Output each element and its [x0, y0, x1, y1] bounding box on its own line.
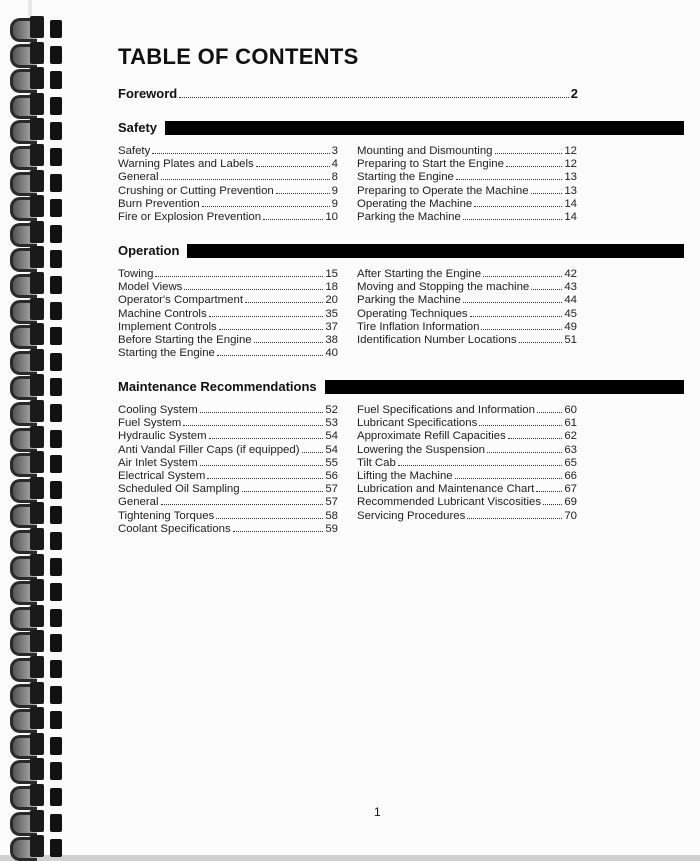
toc-entry-page: 9: [331, 197, 338, 210]
toc-entry-label: Identification Number Locations: [357, 333, 517, 346]
toc-entry-label: Parking the Machine: [357, 294, 461, 307]
binding-ring: [10, 170, 66, 194]
toc-entry-page: 43: [564, 281, 577, 294]
dot-leader: [179, 97, 569, 98]
binding-ring: [10, 93, 66, 117]
dot-leader: [470, 316, 563, 317]
toc-entry-label: Burn Prevention: [118, 197, 200, 210]
toc-entry[interactable]: [357, 417, 577, 430]
maintenance-right-column: [357, 404, 577, 523]
toc-entry-page: 69: [564, 496, 577, 509]
toc-entry-label: Operating the Machine: [357, 197, 473, 210]
toc-entry[interactable]: [118, 404, 338, 417]
dot-leader: [207, 478, 323, 479]
binding-ring: [10, 16, 66, 40]
dot-leader: [456, 179, 562, 180]
dot-leader: [254, 342, 324, 343]
toc-entry[interactable]: [357, 496, 577, 509]
toc-entry-page: 4: [331, 158, 338, 171]
toc-entry-page: 38: [325, 333, 338, 346]
toc-entry-page: 14: [564, 197, 577, 210]
toc-entry[interactable]: [357, 334, 577, 347]
safety-left-column: [118, 145, 338, 224]
toc-entry-page: 51: [564, 333, 577, 346]
toc-entry[interactable]: [357, 145, 577, 158]
toc-entry[interactable]: [118, 430, 338, 443]
section-bar: [165, 121, 684, 135]
toc-entry-page: 35: [325, 307, 338, 320]
binding-ring: [10, 784, 66, 808]
toc-entry[interactable]: [118, 268, 338, 281]
page-title: TABLE OF CONTENTS: [118, 44, 359, 69]
dot-leader: [152, 153, 329, 154]
toc-entry-page: 60: [564, 404, 577, 416]
toc-entry-page: 44: [564, 294, 577, 307]
toc-entry[interactable]: [357, 171, 577, 184]
toc-entry-page: 10: [325, 210, 338, 223]
binding-ring: [10, 707, 66, 731]
dot-leader: [495, 153, 563, 154]
toc-entry[interactable]: [118, 457, 338, 470]
toc-entry-label: Cooling System: [118, 404, 198, 416]
toc-entry-page: 14: [564, 210, 577, 223]
dot-leader: [233, 531, 324, 532]
toc-entry-label: Scheduled Oil Sampling: [118, 483, 240, 496]
binding-ring: [10, 682, 66, 706]
binding-ring: [10, 579, 66, 603]
binding-ring: [10, 144, 66, 168]
binding-ring: [10, 272, 66, 296]
toc-entry-label: Safety: [118, 145, 151, 157]
toc-entry-page: 63: [564, 443, 577, 456]
toc-entry-page: 59: [325, 522, 338, 535]
dot-leader: [519, 342, 563, 343]
toc-entry[interactable]: [118, 523, 338, 536]
dot-leader: [209, 316, 324, 317]
dot-leader: [200, 465, 324, 466]
toc-entry-label: Preparing to Operate the Machine: [357, 184, 529, 197]
toc-entry-label: Lowering the Suspension: [357, 443, 485, 456]
operation-right-column: [357, 268, 577, 347]
toc-entry-page: 54: [325, 430, 338, 443]
binding-ring: [10, 528, 66, 552]
section-bar: [325, 380, 684, 394]
binding-ring: [10, 67, 66, 91]
toc-entry-page: 18: [325, 281, 338, 294]
toc-entry[interactable]: [118, 496, 338, 509]
toc-entry-label: Starting the Engine: [118, 347, 215, 360]
toc-entry-page: 15: [325, 268, 338, 280]
toc-entry-page: 20: [325, 294, 338, 307]
toc-entry-label: Air Inlet System: [118, 456, 198, 469]
toc-entry-page: 12: [564, 158, 577, 171]
toc-entry[interactable]: [357, 308, 577, 321]
binding-ring: [10, 349, 66, 373]
toc-entry[interactable]: [118, 211, 338, 224]
toc-entry-label: Lubricant Specifications: [357, 417, 478, 430]
toc-entry-label: Fuel System: [118, 417, 182, 430]
toc-entry-label: Operator's Compartment: [118, 294, 243, 307]
toc-entry-label: Recommended Lubricant Viscosities: [357, 496, 542, 509]
toc-entry-page: 9: [331, 184, 338, 197]
toc-entry-page: 3: [331, 145, 338, 157]
toc-entry-page: 52: [325, 404, 338, 416]
toc-entry[interactable]: [118, 347, 338, 360]
toc-entry[interactable]: [118, 417, 338, 430]
toc-entry-label: Lifting the Machine: [357, 469, 453, 482]
dot-leader: [463, 302, 562, 303]
section-heading-operation: [118, 243, 684, 258]
binding-ring: [10, 733, 66, 757]
toc-entry[interactable]: [118, 444, 338, 457]
dot-leader: [483, 276, 562, 277]
toc-entry-label: Electrical System: [118, 469, 206, 482]
toc-entry-label: Tilt Cab: [357, 456, 396, 469]
operation-left-column: [118, 268, 338, 360]
binding-ring: [10, 554, 66, 578]
section-title: Operation: [118, 243, 180, 258]
toc-entry-page: 12: [564, 145, 577, 157]
section-heading-safety: [118, 120, 684, 135]
dot-leader: [508, 438, 563, 439]
toc-entry-label: Mounting and Dismounting: [357, 145, 493, 157]
toc-entry[interactable]: [357, 404, 577, 417]
toc-entry[interactable]: [357, 281, 577, 294]
toc-entry[interactable]: [357, 510, 577, 523]
toc-entry-label: General: [118, 496, 159, 509]
toc-entry-foreword[interactable]: [118, 86, 578, 101]
toc-entry-page: 57: [325, 483, 338, 496]
toc-entry[interactable]: [357, 444, 577, 457]
toc-entry[interactable]: [357, 483, 577, 496]
toc-entry-label: Model Views: [118, 281, 183, 294]
dot-leader: [217, 355, 323, 356]
section-title: Safety: [118, 120, 158, 135]
toc-entry[interactable]: [118, 294, 338, 307]
dot-leader: [506, 166, 562, 167]
toc-entry-label: Coolant Specifications: [118, 522, 231, 535]
toc-entry[interactable]: [118, 145, 338, 158]
dot-leader: [245, 302, 323, 303]
binding-ring: [10, 118, 66, 142]
binding-ring: [10, 195, 66, 219]
dot-leader: [481, 329, 562, 330]
toc-entry-label: Parking the Machine: [357, 210, 461, 223]
dot-leader: [183, 425, 323, 426]
toc-entry-label: Preparing to Start the Engine: [357, 158, 504, 171]
toc-entry-label: Implement Controls: [118, 320, 217, 333]
dot-leader: [242, 491, 324, 492]
toc-entry-page: 57: [325, 496, 338, 509]
toc-entry[interactable]: [118, 198, 338, 211]
toc-entry[interactable]: [357, 470, 577, 483]
toc-entry-page: 66: [564, 469, 577, 482]
toc-entry-label: Hydraulic System: [118, 430, 207, 443]
toc-entry-page: 49: [564, 320, 577, 333]
dot-leader: [537, 412, 562, 413]
toc-entry[interactable]: [357, 430, 577, 443]
toc-entry[interactable]: [118, 185, 338, 198]
toc-entry-page: 55: [325, 456, 338, 469]
toc-entry-page: 40: [325, 347, 338, 360]
binding-ring: [10, 656, 66, 680]
toc-entry-label: Operating Techniques: [357, 307, 468, 320]
dot-leader: [161, 504, 324, 505]
dot-leader: [184, 289, 323, 290]
toc-entry-page: 67: [564, 483, 577, 496]
toc-entry-page: 13: [564, 171, 577, 184]
toc-entry[interactable]: [118, 510, 338, 523]
toc-entry[interactable]: [118, 470, 338, 483]
maintenance-left-column: [118, 404, 338, 536]
toc-entry-page: 45: [564, 307, 577, 320]
toc-entry-label: Fire or Explosion Prevention: [118, 210, 262, 223]
foreword-page: 2: [570, 86, 578, 101]
binding-ring: [10, 835, 66, 859]
dot-leader: [479, 425, 562, 426]
binding-ring: [10, 758, 66, 782]
toc-entry[interactable]: [357, 198, 577, 211]
toc-entry-label: Before Starting the Engine: [118, 333, 252, 346]
dot-leader: [209, 438, 324, 439]
dot-leader: [467, 518, 562, 519]
dot-leader: [474, 206, 562, 207]
toc-entry-label: Fuel Specifications and Information: [357, 404, 535, 416]
toc-entry[interactable]: [118, 158, 338, 171]
toc-entry-label: Tire Inflation Information: [357, 320, 480, 333]
toc-entry-page: 53: [325, 417, 338, 430]
binding-ring: [10, 374, 66, 398]
toc-entry-label: Machine Controls: [118, 307, 207, 320]
toc-entry-page: 56: [325, 469, 338, 482]
binding-ring: [10, 630, 66, 654]
toc-entry-page: 58: [325, 509, 338, 522]
toc-entry-label: Crushing or Cutting Prevention: [118, 184, 274, 197]
toc-entry[interactable]: [357, 321, 577, 334]
foreword-label: Foreword: [118, 86, 178, 101]
toc-entry[interactable]: [357, 294, 577, 307]
section-bar: [187, 244, 684, 258]
dot-leader: [216, 518, 323, 519]
toc-entry-label: Servicing Procedures: [357, 509, 466, 522]
dot-leader: [161, 179, 330, 180]
dot-leader: [531, 193, 563, 194]
dot-leader: [536, 491, 562, 492]
toc-entry-page: 8: [331, 171, 338, 184]
toc-entry[interactable]: [357, 268, 577, 281]
toc-entry-label: General: [118, 171, 159, 184]
binding-ring: [10, 221, 66, 245]
dot-leader: [276, 193, 330, 194]
toc-entry[interactable]: [118, 171, 338, 184]
binding-ring: [10, 42, 66, 66]
toc-entry-label: Approximate Refill Capacities: [357, 430, 506, 443]
dot-leader: [487, 452, 562, 453]
dot-leader: [455, 478, 563, 479]
toc-entry[interactable]: [118, 281, 338, 294]
toc-entry[interactable]: [357, 185, 577, 198]
section-heading-maintenance: [118, 379, 684, 394]
binding-ring: [10, 451, 66, 475]
safety-right-column: [357, 145, 577, 224]
toc-entry-label: Lubrication and Maintenance Chart: [357, 483, 535, 496]
toc-entry-page: 62: [564, 430, 577, 443]
toc-entry-page: 61: [564, 417, 577, 430]
binding-ring: [10, 810, 66, 834]
toc-entry-label: Towing: [118, 268, 154, 280]
toc-entry-label: Anti Vandal Filler Caps (if equipped): [118, 443, 300, 456]
toc-entry[interactable]: [118, 483, 338, 496]
dot-leader: [543, 504, 562, 505]
section-title: Maintenance Recommendations: [118, 379, 317, 394]
toc-entry-label: Starting the Engine: [357, 171, 454, 184]
toc-entry-label: After Starting the Engine: [357, 268, 482, 280]
dot-leader: [263, 219, 323, 220]
toc-entry-page: 70: [564, 509, 577, 522]
toc-entry-label: Moving and Stopping the machine: [357, 281, 530, 294]
binding-ring: [10, 298, 66, 322]
dot-leader: [155, 276, 323, 277]
toc-entry-label: Tightening Torques: [118, 509, 215, 522]
binding-ring: [10, 477, 66, 501]
toc-entry[interactable]: [357, 457, 577, 470]
toc-entry-page: 42: [564, 268, 577, 280]
dot-leader: [398, 465, 563, 466]
dot-leader: [302, 452, 324, 453]
toc-entry[interactable]: [357, 211, 577, 224]
spiral-binding: [0, 0, 70, 855]
toc-entry-page: 54: [325, 443, 338, 456]
dot-leader: [256, 166, 330, 167]
toc-entry[interactable]: [118, 308, 338, 321]
page-number: 1: [374, 805, 381, 819]
toc-entry-page: 65: [564, 456, 577, 469]
toc-entry-label: Warning Plates and Labels: [118, 158, 254, 171]
dot-leader: [219, 329, 324, 330]
dot-leader: [531, 289, 562, 290]
toc-entry[interactable]: [118, 321, 338, 334]
toc-entry-page: 13: [564, 184, 577, 197]
binding-ring: [10, 605, 66, 629]
binding-ring: [10, 246, 66, 270]
dot-leader: [200, 412, 324, 413]
toc-entry[interactable]: [118, 334, 338, 347]
toc-entry[interactable]: [357, 158, 577, 171]
binding-ring: [10, 426, 66, 450]
dot-leader: [463, 219, 562, 220]
binding-ring: [10, 323, 66, 347]
toc-entry-page: 37: [325, 320, 338, 333]
binding-ring: [10, 400, 66, 424]
binding-ring: [10, 502, 66, 526]
dot-leader: [202, 206, 330, 207]
